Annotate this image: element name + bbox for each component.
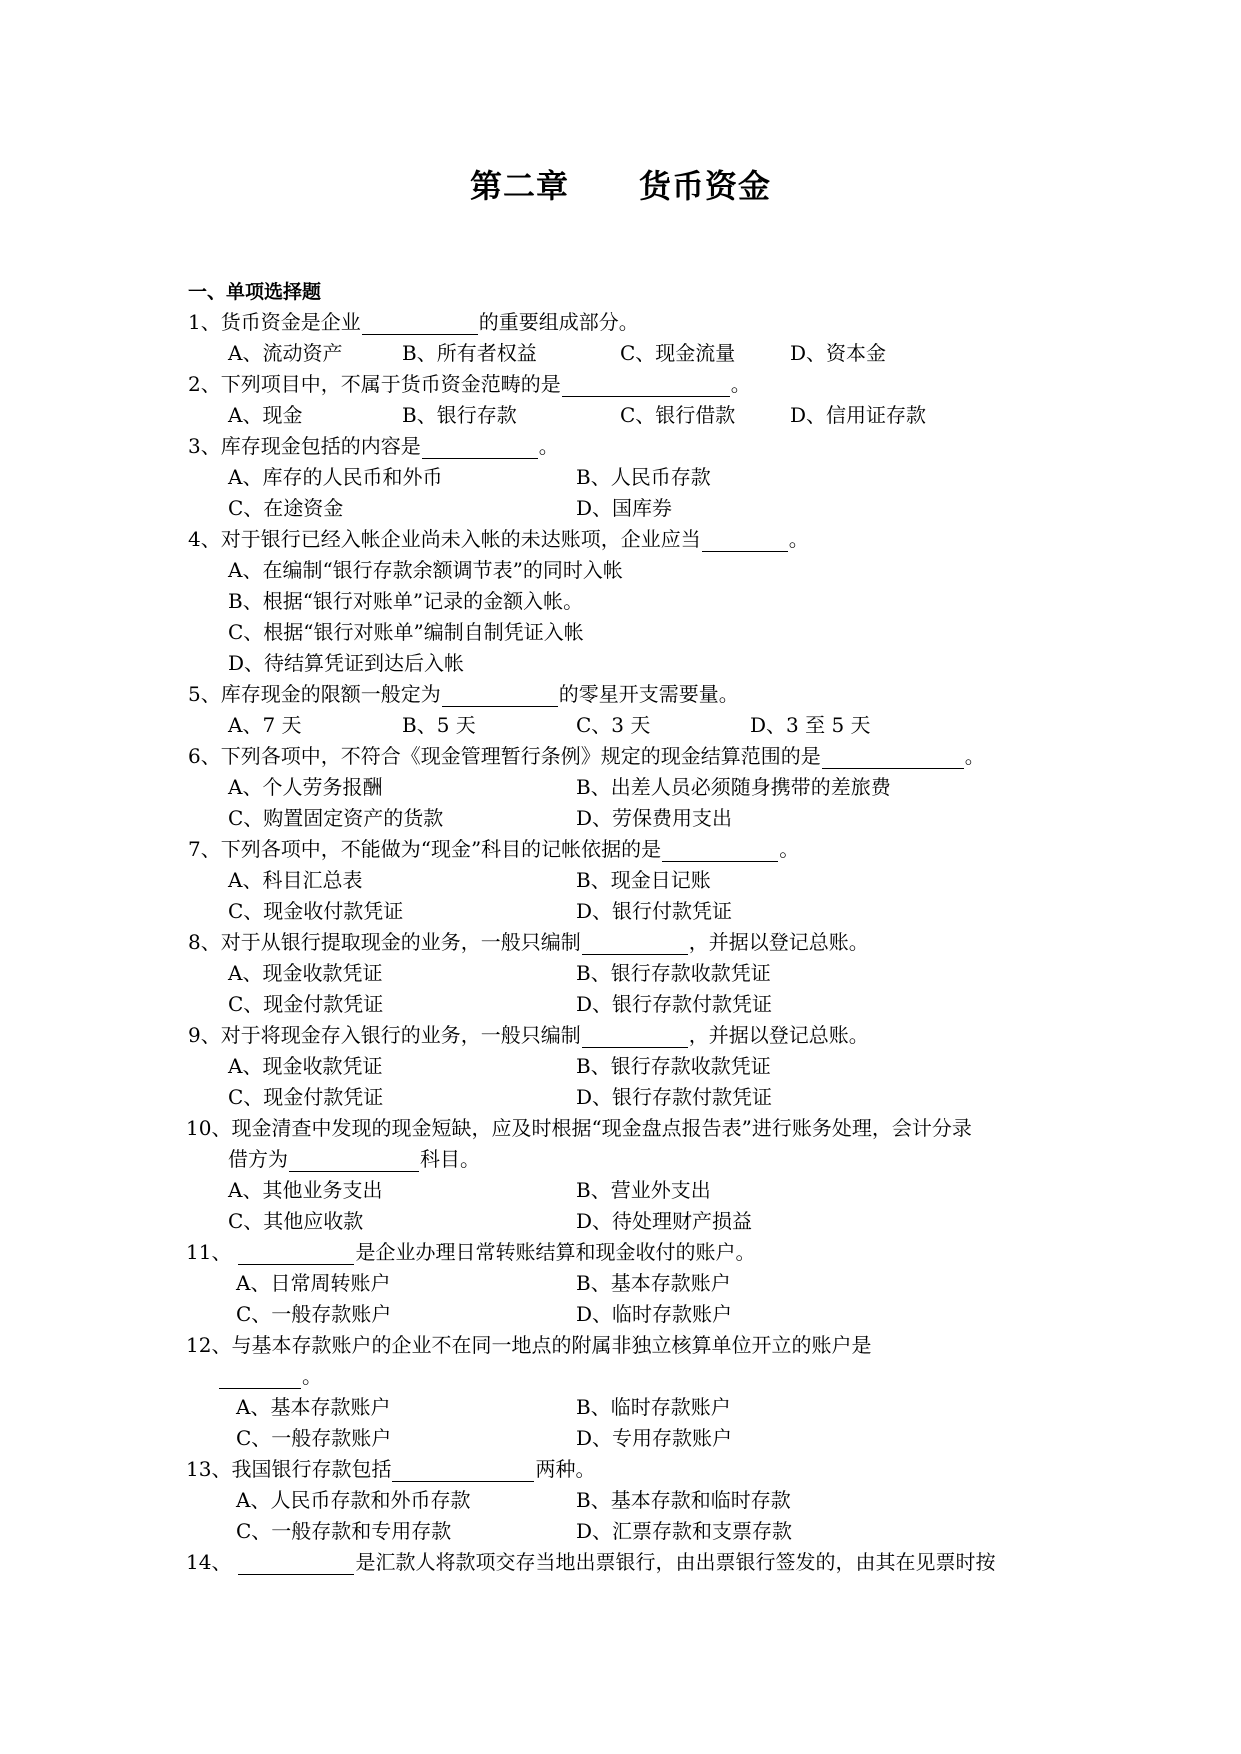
question-text: 库存现金的限额一般定为 [220, 682, 441, 706]
option-a[interactable]: A、流动资产 [228, 341, 343, 365]
question-stem [186, 1456, 595, 1482]
question-text: 对于从银行提取现金的业务，一般只编制 [220, 930, 581, 954]
answer-blank[interactable] [422, 436, 538, 459]
option-a[interactable]: A、个人劳务报酬 [228, 775, 383, 799]
question-text-end: 。 [730, 372, 751, 396]
option-a[interactable]: A、7 天 [228, 713, 302, 737]
question-number: 12、 [186, 1333, 232, 1357]
question-number: 4、 [188, 527, 221, 551]
option-c[interactable]: C、一般存款和专用存款 [236, 1519, 452, 1543]
option-d[interactable]: D、待处理财产损益 [576, 1209, 753, 1233]
option-c[interactable]: C、在途资金 [228, 496, 344, 520]
question-text-end: 是汇款人将款项交存当地出票银行，由出票银行签发的，由其在见票时按 [355, 1550, 996, 1574]
answer-blank[interactable] [442, 684, 558, 707]
question-stem [186, 1115, 972, 1141]
option-a[interactable]: A、现金收款凭证 [228, 961, 383, 985]
option-a[interactable]: A、科目汇总表 [228, 868, 363, 892]
question-stem [186, 1239, 755, 1265]
option-d[interactable]: D、3 至 5 天 [750, 713, 871, 737]
question-text-end: 是企业办理日常转账结算和现金收付的账户。 [355, 1240, 756, 1264]
question-text-end: 。 [302, 1364, 322, 1388]
question-stem [186, 1332, 871, 1358]
question-stem [188, 309, 639, 335]
option-b[interactable]: B、银行存款 [402, 403, 517, 427]
option-c[interactable]: C、3 天 [576, 713, 651, 737]
chapter-name: 货币资金 [639, 167, 772, 205]
option-b[interactable]: B、基本存款和临时存款 [576, 1488, 791, 1512]
question-text-end: 。 [538, 434, 559, 458]
answer-blank[interactable] [219, 1366, 301, 1389]
option-a[interactable]: A、在编制“银行存款余额调节表”的同时入帐 [228, 558, 623, 582]
answer-blank[interactable] [362, 312, 478, 335]
option-c[interactable]: C、一般存款账户 [236, 1426, 392, 1450]
answer-blank[interactable] [392, 1459, 534, 1482]
question-text: 货币资金是企业 [220, 310, 361, 334]
question-stem [188, 836, 799, 862]
option-d[interactable]: D、汇票存款和支票存款 [576, 1519, 793, 1543]
question-text-end: ，并据以登记总账。 [688, 1023, 869, 1047]
question-text: 借方为 [228, 1147, 288, 1171]
answer-blank[interactable] [582, 1025, 688, 1048]
option-a[interactable]: A、人民币存款和外币存款 [236, 1488, 471, 1512]
option-a[interactable]: A、基本存款账户 [236, 1395, 391, 1419]
option-c[interactable]: C、现金收付款凭证 [228, 899, 404, 923]
question-number: 13、 [186, 1457, 232, 1481]
question-stem [188, 371, 751, 397]
question-text-end: 两种。 [535, 1457, 596, 1481]
question-text-end: 。 [779, 837, 800, 861]
option-b[interactable]: B、根据“银行对账单”记录的金额入帐。 [228, 589, 584, 613]
option-b[interactable]: B、基本存款账户 [576, 1271, 731, 1295]
option-c[interactable]: C、购置固定资产的货款 [228, 806, 444, 830]
option-d[interactable]: D、银行存款付款凭证 [576, 1085, 773, 1109]
question-stem [188, 743, 985, 769]
answer-blank[interactable] [562, 374, 730, 397]
option-b[interactable]: B、5 天 [402, 713, 476, 737]
question-number: 11、 [186, 1240, 232, 1264]
question-stem-continued [218, 1363, 322, 1389]
option-a[interactable]: A、现金 [228, 403, 303, 427]
question-number: 7、 [188, 837, 221, 861]
option-d[interactable]: D、劳保费用支出 [576, 806, 733, 830]
answer-blank[interactable] [238, 1242, 354, 1265]
question-number: 10、 [186, 1116, 232, 1140]
option-c[interactable]: C、现金流量 [620, 341, 736, 365]
option-a[interactable]: A、日常周转账户 [236, 1271, 391, 1295]
question-text-end: 的零星开支需要量。 [558, 682, 739, 706]
question-text: 我国银行存款包括 [231, 1457, 392, 1481]
question-number: 3、 [188, 434, 221, 458]
option-a[interactable]: A、现金收款凭证 [228, 1054, 383, 1078]
option-b[interactable]: B、银行存款收款凭证 [576, 1054, 771, 1078]
option-d[interactable]: D、专用存款账户 [576, 1426, 733, 1450]
answer-blank[interactable] [822, 746, 964, 769]
question-text: 现金清查中发现的现金短缺，应及时根据“现金盘点报告表”进行账务处理，会计分录 [231, 1116, 972, 1140]
question-text: 对于银行已经入帐企业尚未入帐的未达账项，企业应当 [220, 527, 701, 551]
question-text-end: 。 [964, 744, 985, 768]
question-text-end: 科目。 [420, 1147, 480, 1171]
option-c[interactable]: C、一般存款账户 [236, 1302, 392, 1326]
question-stem [186, 1549, 995, 1575]
answer-blank[interactable] [662, 839, 778, 862]
option-b[interactable]: B、临时存款账户 [576, 1395, 731, 1419]
option-a[interactable]: A、其他业务支出 [228, 1178, 383, 1202]
option-d[interactable]: D、待结算凭证到达后入帐 [228, 651, 465, 675]
question-number: 8、 [188, 930, 221, 954]
question-stem [188, 681, 739, 707]
option-c[interactable]: C、其他应收款 [228, 1209, 364, 1233]
question-number: 5、 [188, 682, 221, 706]
option-c[interactable]: C、现金付款凭证 [228, 992, 384, 1016]
option-b[interactable]: B、现金日记账 [576, 868, 711, 892]
question-text: 下列各项中，不符合《现金管理暂行条例》规定的现金结算范围的是 [220, 744, 821, 768]
option-b[interactable]: B、人民币存款 [576, 465, 711, 489]
question-text: 下列项目中，不属于货币资金范畴的是 [220, 372, 561, 396]
option-b[interactable]: B、出差人员必须随身携带的差旅费 [576, 775, 891, 799]
question-stem-continued [228, 1146, 480, 1172]
answer-blank[interactable] [238, 1552, 354, 1575]
chapter-number: 第二章 [469, 167, 569, 205]
question-stem [188, 1022, 869, 1048]
question-text-end: 的重要组成部分。 [478, 310, 639, 334]
question-text-end: 。 [788, 527, 809, 551]
option-b[interactable]: B、所有者权益 [402, 341, 537, 365]
answer-blank[interactable] [289, 1149, 419, 1172]
question-number: 1、 [188, 310, 221, 334]
answer-blank[interactable] [582, 932, 688, 955]
option-c[interactable]: C、现金付款凭证 [228, 1085, 384, 1109]
option-a[interactable]: A、库存的人民币和外币 [228, 465, 443, 489]
option-c[interactable]: C、银行借款 [620, 403, 736, 427]
question-stem [188, 929, 869, 955]
option-d[interactable]: D、国库券 [576, 496, 673, 520]
option-d[interactable]: D、银行付款凭证 [576, 899, 733, 923]
question-text: 库存现金包括的内容是 [220, 434, 421, 458]
option-d[interactable]: D、银行存款付款凭证 [576, 992, 773, 1016]
question-text: 下列各项中，不能做为“现金”科目的记帐依据的是 [220, 837, 662, 861]
option-d[interactable]: D、信用证存款 [790, 403, 927, 427]
question-number: 6、 [188, 744, 221, 768]
option-d[interactable]: D、临时存款账户 [576, 1302, 733, 1326]
option-b[interactable]: B、银行存款收款凭证 [576, 961, 771, 985]
option-c[interactable]: C、根据“银行对账单”编制自制凭证入帐 [228, 620, 584, 644]
question-number: 14、 [186, 1550, 232, 1574]
question-stem [188, 433, 559, 459]
option-d[interactable]: D、资本金 [790, 341, 887, 365]
question-number: 2、 [188, 372, 221, 396]
section-heading: 一、单项选择题 [188, 281, 322, 303]
answer-blank[interactable] [702, 529, 788, 552]
question-number: 9、 [188, 1023, 221, 1047]
question-text: 与基本存款账户的企业不在同一地点的附属非独立核算单位开立的账户是 [231, 1333, 872, 1357]
question-text-end: ，并据以登记总账。 [688, 930, 869, 954]
page-title [0, 166, 1241, 206]
question-stem [188, 526, 809, 552]
question-text: 对于将现金存入银行的业务，一般只编制 [220, 1023, 581, 1047]
option-b[interactable]: B、营业外支出 [576, 1178, 711, 1202]
